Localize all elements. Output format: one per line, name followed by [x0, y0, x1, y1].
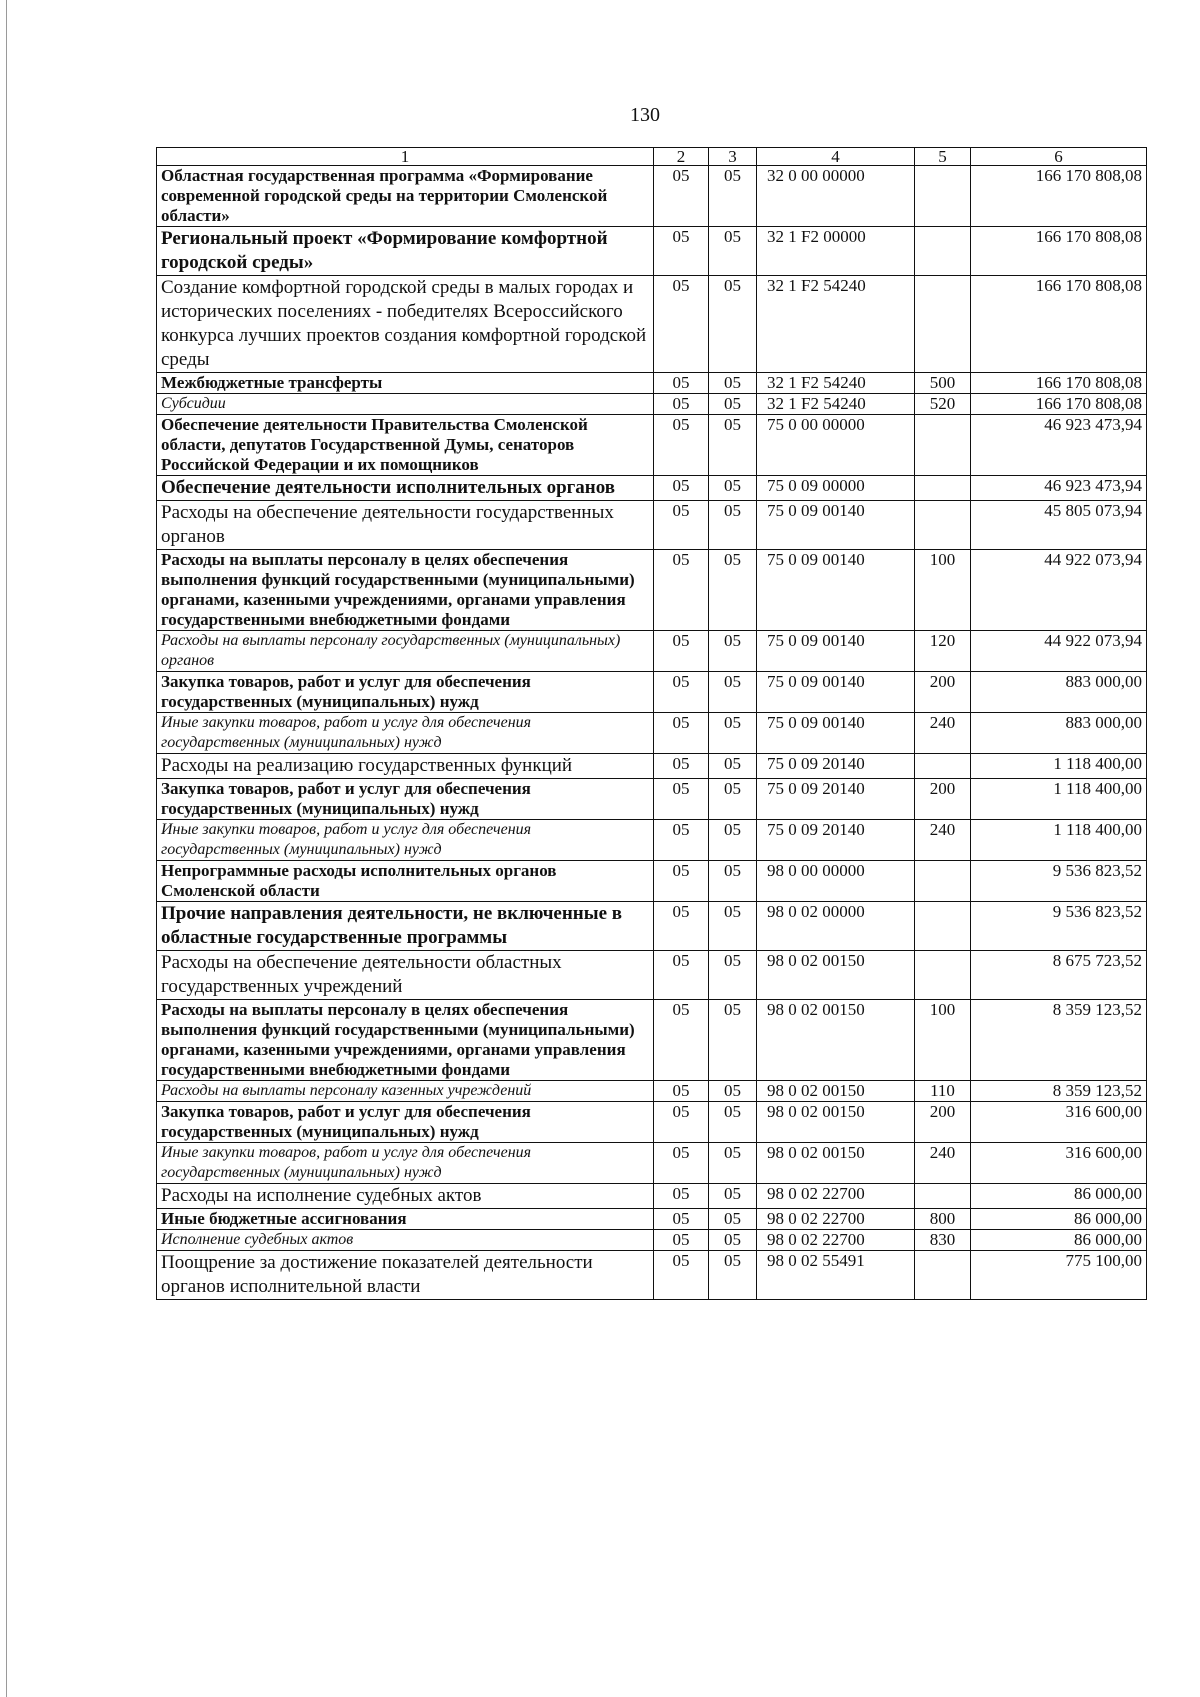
item-name-cell: Областная государственная программа «Формирование современной городской среды на территории Смоленской области» — [157, 166, 654, 227]
amount-cell: 44 922 073,94 — [971, 550, 1147, 631]
amount-cell: 883 000,00 — [971, 713, 1147, 754]
amount-cell: 86 000,00 — [971, 1230, 1147, 1251]
amount-cell: 46 923 473,94 — [971, 415, 1147, 476]
table-row — [157, 1209, 1147, 1230]
expense-type-cell — [915, 902, 971, 951]
target-article-cell: 98 0 02 55491 — [757, 1251, 915, 1300]
subsection-code-cell: 05 — [709, 550, 757, 631]
amount-cell: 8 359 123,52 — [971, 1000, 1147, 1081]
header-cell: 5 — [915, 148, 971, 166]
item-name-cell: Создание комфортной городской среды в малых городах и исторических поселениях - победителях Всероссийского конкурса лучших проектов создания комфортной городской среды — [157, 276, 654, 373]
subsection-code-cell: 05 — [709, 779, 757, 820]
target-article-cell: 98 0 02 22700 — [757, 1209, 915, 1230]
target-article-cell: 32 1 F2 54240 — [757, 276, 915, 373]
item-name-cell: Поощрение за достижение показателей деятельности органов исполнительной власти — [157, 1251, 654, 1300]
amount-cell: 44 922 073,94 — [971, 631, 1147, 672]
subsection-code-cell: 05 — [709, 415, 757, 476]
section-code-cell: 05 — [654, 394, 709, 415]
header-cell: 2 — [654, 148, 709, 166]
table-row — [157, 1184, 1147, 1209]
amount-cell: 9 536 823,52 — [971, 902, 1147, 951]
amount-cell: 883 000,00 — [971, 672, 1147, 713]
subsection-code-cell: 05 — [709, 1184, 757, 1209]
expense-type-cell: 200 — [915, 779, 971, 820]
target-article-cell: 98 0 02 00150 — [757, 951, 915, 1000]
section-code-cell: 05 — [654, 820, 709, 861]
amount-cell: 166 170 808,08 — [971, 276, 1147, 373]
subsection-code-cell: 05 — [709, 166, 757, 227]
target-article-cell: 75 0 09 20140 — [757, 820, 915, 861]
expense-type-cell: 200 — [915, 1102, 971, 1143]
item-name-cell: Обеспечение деятельности исполнительных органов — [157, 476, 654, 501]
amount-cell: 1 118 400,00 — [971, 754, 1147, 779]
expense-type-cell: 100 — [915, 550, 971, 631]
subsection-code-cell: 05 — [709, 1230, 757, 1251]
table-row — [157, 166, 1147, 227]
table-row — [157, 415, 1147, 476]
expense-type-cell — [915, 276, 971, 373]
table-row — [157, 713, 1147, 754]
page-number: 130 — [630, 104, 660, 126]
expense-type-cell: 800 — [915, 1209, 971, 1230]
item-name-cell: Закупка товаров, работ и услуг для обеспечения государственных (муниципальных) нужд — [157, 1102, 654, 1143]
subsection-code-cell: 05 — [709, 373, 757, 394]
subsection-code-cell: 05 — [709, 276, 757, 373]
table-row — [157, 550, 1147, 631]
expense-type-cell — [915, 1184, 971, 1209]
table-row — [157, 373, 1147, 394]
section-code-cell: 05 — [654, 861, 709, 902]
table-row — [157, 951, 1147, 1000]
subsection-code-cell: 05 — [709, 501, 757, 550]
target-article-cell: 75 0 09 20140 — [757, 779, 915, 820]
amount-cell: 316 600,00 — [971, 1143, 1147, 1184]
item-name-cell: Расходы на реализацию государственных функций — [157, 754, 654, 779]
subsection-code-cell: 05 — [709, 713, 757, 754]
target-article-cell: 75 0 09 00140 — [757, 550, 915, 631]
expense-type-cell — [915, 166, 971, 227]
subsection-code-cell: 05 — [709, 861, 757, 902]
subsection-code-cell: 05 — [709, 902, 757, 951]
table-row — [157, 501, 1147, 550]
header-cell: 4 — [757, 148, 915, 166]
expense-type-cell — [915, 861, 971, 902]
section-code-cell: 05 — [654, 166, 709, 227]
item-name-cell: Расходы на исполнение судебных актов — [157, 1184, 654, 1209]
table-row — [157, 861, 1147, 902]
target-article-cell: 75 0 09 20140 — [757, 754, 915, 779]
amount-cell: 166 170 808,08 — [971, 394, 1147, 415]
section-code-cell: 05 — [654, 713, 709, 754]
table-row — [157, 1251, 1147, 1300]
table-row — [157, 476, 1147, 501]
expense-type-cell: 120 — [915, 631, 971, 672]
subsection-code-cell: 05 — [709, 754, 757, 779]
item-name-cell: Иные закупки товаров, работ и услуг для обеспечения государственных (муниципальных) нужд — [157, 820, 654, 861]
subsection-code-cell: 05 — [709, 476, 757, 501]
section-code-cell: 05 — [654, 902, 709, 951]
expense-type-cell — [915, 227, 971, 276]
target-article-cell: 75 0 09 00140 — [757, 672, 915, 713]
amount-cell: 8 359 123,52 — [971, 1081, 1147, 1102]
item-name-cell: Региональный проект «Формирование комфортной городской среды» — [157, 227, 654, 276]
item-name-cell: Расходы на выплаты персоналу государственных (муниципальных) органов — [157, 631, 654, 672]
target-article-cell: 75 0 09 00140 — [757, 631, 915, 672]
section-code-cell: 05 — [654, 476, 709, 501]
amount-cell: 166 170 808,08 — [971, 227, 1147, 276]
subsection-code-cell: 05 — [709, 1102, 757, 1143]
amount-cell: 1 118 400,00 — [971, 820, 1147, 861]
expense-type-cell: 100 — [915, 1000, 971, 1081]
section-code-cell: 05 — [654, 1143, 709, 1184]
item-name-cell: Закупка товаров, работ и услуг для обеспечения государственных (муниципальных) нужд — [157, 779, 654, 820]
expense-type-cell — [915, 415, 971, 476]
table-row — [157, 1102, 1147, 1143]
table-row — [157, 820, 1147, 861]
item-name-cell: Исполнение судебных актов — [157, 1230, 654, 1251]
item-name-cell: Расходы на выплаты персоналу казенных учреждений — [157, 1081, 654, 1102]
expense-type-cell: 240 — [915, 713, 971, 754]
table-row — [157, 276, 1147, 373]
target-article-cell: 98 0 02 22700 — [757, 1230, 915, 1251]
expense-type-cell: 200 — [915, 672, 971, 713]
amount-cell: 166 170 808,08 — [971, 373, 1147, 394]
expense-type-cell: 830 — [915, 1230, 971, 1251]
subsection-code-cell: 05 — [709, 1251, 757, 1300]
amount-cell: 9 536 823,52 — [971, 861, 1147, 902]
subsection-code-cell: 05 — [709, 951, 757, 1000]
header-cell: 3 — [709, 148, 757, 166]
target-article-cell: 98 0 02 00150 — [757, 1081, 915, 1102]
expense-type-cell: 240 — [915, 820, 971, 861]
subsection-code-cell: 05 — [709, 227, 757, 276]
budget-table-body — [157, 148, 1147, 1300]
section-code-cell: 05 — [654, 415, 709, 476]
target-article-cell: 75 0 00 00000 — [757, 415, 915, 476]
section-code-cell: 05 — [654, 672, 709, 713]
amount-cell: 166 170 808,08 — [971, 166, 1147, 227]
expense-type-cell: 520 — [915, 394, 971, 415]
item-name-cell: Закупка товаров, работ и услуг для обеспечения государственных (муниципальных) нужд — [157, 672, 654, 713]
subsection-code-cell: 05 — [709, 672, 757, 713]
table-row — [157, 1000, 1147, 1081]
item-name-cell: Субсидии — [157, 394, 654, 415]
expense-type-cell — [915, 951, 971, 1000]
expense-type-cell: 240 — [915, 1143, 971, 1184]
amount-cell: 86 000,00 — [971, 1209, 1147, 1230]
section-code-cell: 05 — [654, 1251, 709, 1300]
amount-cell: 46 923 473,94 — [971, 476, 1147, 501]
page-left-edge — [6, 0, 7, 1697]
section-code-cell: 05 — [654, 1184, 709, 1209]
expense-type-cell: 500 — [915, 373, 971, 394]
expense-type-cell — [915, 754, 971, 779]
table-row — [157, 902, 1147, 951]
amount-cell: 1 118 400,00 — [971, 779, 1147, 820]
section-code-cell: 05 — [654, 1081, 709, 1102]
item-name-cell: Иные закупки товаров, работ и услуг для обеспечения государственных (муниципальных) нужд — [157, 713, 654, 754]
target-article-cell: 98 0 02 22700 — [757, 1184, 915, 1209]
section-code-cell: 05 — [654, 754, 709, 779]
subsection-code-cell: 05 — [709, 631, 757, 672]
table-row — [157, 672, 1147, 713]
section-code-cell: 05 — [654, 1209, 709, 1230]
subsection-code-cell: 05 — [709, 1143, 757, 1184]
item-name-cell: Иные бюджетные ассигнования — [157, 1209, 654, 1230]
section-code-cell: 05 — [654, 779, 709, 820]
amount-cell: 316 600,00 — [971, 1102, 1147, 1143]
item-name-cell: Иные закупки товаров, работ и услуг для обеспечения государственных (муниципальных) нужд — [157, 1143, 654, 1184]
section-code-cell: 05 — [654, 1230, 709, 1251]
target-article-cell: 75 0 09 00140 — [757, 501, 915, 550]
header-cell: 6 — [971, 148, 1147, 166]
target-article-cell: 98 0 02 00150 — [757, 1143, 915, 1184]
subsection-code-cell: 05 — [709, 820, 757, 861]
target-article-cell: 75 0 09 00000 — [757, 476, 915, 501]
amount-cell: 86 000,00 — [971, 1184, 1147, 1209]
item-name-cell: Межбюджетные трансферты — [157, 373, 654, 394]
table-row — [157, 779, 1147, 820]
target-article-cell: 32 1 F2 54240 — [757, 394, 915, 415]
item-name-cell: Расходы на обеспечение деятельности государственных органов — [157, 501, 654, 550]
amount-cell: 8 675 723,52 — [971, 951, 1147, 1000]
target-article-cell: 75 0 09 00140 — [757, 713, 915, 754]
section-code-cell: 05 — [654, 373, 709, 394]
section-code-cell: 05 — [654, 501, 709, 550]
expense-type-cell — [915, 501, 971, 550]
section-code-cell: 05 — [654, 550, 709, 631]
target-article-cell: 32 1 F2 54240 — [757, 373, 915, 394]
target-article-cell: 32 1 F2 00000 — [757, 227, 915, 276]
target-article-cell: 98 0 02 00150 — [757, 1000, 915, 1081]
section-code-cell: 05 — [654, 227, 709, 276]
section-code-cell: 05 — [654, 631, 709, 672]
section-code-cell: 05 — [654, 276, 709, 373]
item-name-cell: Расходы на выплаты персоналу в целях обеспечения выполнения функций государственными (муниципальными) органами, казенными учреждениями, органами управления государственными внебюджетными фондами — [157, 550, 654, 631]
table-row — [157, 1230, 1147, 1251]
expense-type-cell: 110 — [915, 1081, 971, 1102]
header-row — [157, 148, 1147, 166]
budget-table — [156, 147, 1147, 1300]
target-article-cell: 98 0 00 00000 — [757, 861, 915, 902]
section-code-cell: 05 — [654, 1102, 709, 1143]
table-row — [157, 394, 1147, 415]
table-row — [157, 1081, 1147, 1102]
item-name-cell: Расходы на обеспечение деятельности областных государственных учреждений — [157, 951, 654, 1000]
header-cell: 1 — [157, 148, 654, 166]
item-name-cell: Непрограммные расходы исполнительных органов Смоленской области — [157, 861, 654, 902]
table-row — [157, 227, 1147, 276]
table-row — [157, 631, 1147, 672]
target-article-cell: 98 0 02 00000 — [757, 902, 915, 951]
subsection-code-cell: 05 — [709, 1000, 757, 1081]
table-row — [157, 754, 1147, 779]
section-code-cell: 05 — [654, 951, 709, 1000]
amount-cell: 45 805 073,94 — [971, 501, 1147, 550]
subsection-code-cell: 05 — [709, 1209, 757, 1230]
expense-type-cell — [915, 1251, 971, 1300]
expense-type-cell — [915, 476, 971, 501]
item-name-cell: Расходы на выплаты персоналу в целях обеспечения выполнения функций государственными (муниципальными) органами, казенными учреждениями, органами управления государственными внебюджетными фондами — [157, 1000, 654, 1081]
target-article-cell: 32 0 00 00000 — [757, 166, 915, 227]
table-row — [157, 1143, 1147, 1184]
subsection-code-cell: 05 — [709, 1081, 757, 1102]
item-name-cell: Обеспечение деятельности Правительства Смоленской области, депутатов Государственной Думы, сенаторов Российской Федерации и их помощников — [157, 415, 654, 476]
item-name-cell: Прочие направления деятельности, не включенные в областные государственные программы — [157, 902, 654, 951]
subsection-code-cell: 05 — [709, 394, 757, 415]
amount-cell: 775 100,00 — [971, 1251, 1147, 1300]
target-article-cell: 98 0 02 00150 — [757, 1102, 915, 1143]
section-code-cell: 05 — [654, 1000, 709, 1081]
